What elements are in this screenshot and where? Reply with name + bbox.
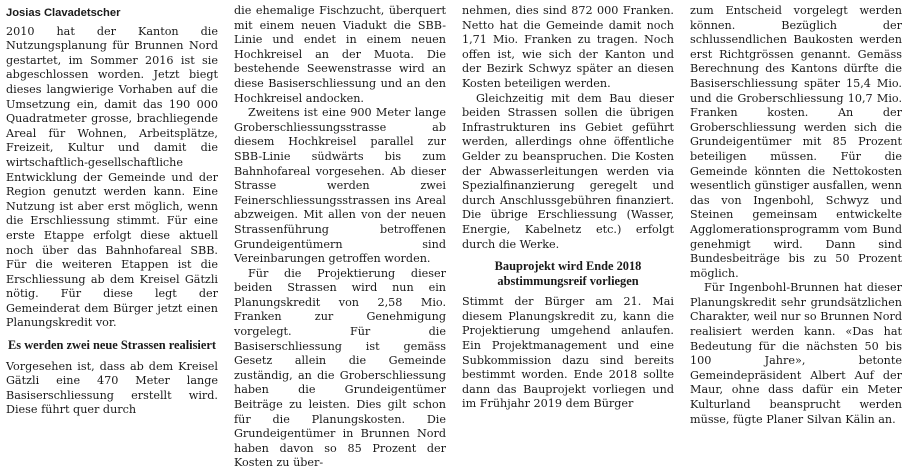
article-column-4 — [690, 4, 902, 427]
paragraph: Für Ingenbohl-Brunnen hat dieser Planungskredit sehr grundsätzlichen Charakter, weil nur so Brunnen Nord realisiert werden kann. «Das hat Bedeutung für die nächsten 50 bis 100 Jahre», betonte Gemeindepräsident Albert Auf der Maur, ohne dass dafür ein Meter Kulturland beansprucht werden müsse, fügte Planer Silvan Kälin an. — [690, 281, 902, 426]
article-column-3 — [462, 4, 674, 412]
section-subheading: Es werden zwei neue Strassen realisiert — [8, 338, 216, 353]
paragraph: zum Entscheid vorgelegt werden können. Bezüglich der schlussendlichen Baukosten werden erst Richtgrössen genannt. Gemäss Berechnung des Kantons dürfte die Basiserschliessung später 15,4 Mio. und die Groberschliessung 10,7 Mio. Franken kosten. An der Groberschliessung werden sich die Grundeigentümer mit 85 Prozent beteiligen müssen. Für die Gemeinde könnten die Nettokosten wesentlich günstiger ausfallen, wenn das von Ingenbohl, Schwyz und Steinen gemeinsam entwickelte Agglomerationsprogramm vom Bund genehmigt wird. Dann sind Bundesbeiträge bis zu 50 Prozent möglich. — [690, 4, 902, 280]
paragraph: Stimmt der Bürger am 21. Mai diesem Planungskredit zu, kann die Projektierung umgehend anlaufen. Ein Projektmanagement und eine Subkommission dazu sind bereits bestimmt worden. Ende 2018 sollte dann das Bauprojekt vorliegen und im Frühjahr 2019 dem Bürger — [462, 295, 674, 411]
paragraph: Vorgesehen ist, dass ab dem Kreisel Gätzli eine 470 Meter lange Basiserschliessung erstellt wird. Diese führt quer durch — [6, 359, 218, 417]
article-column-2 — [234, 4, 446, 471]
paragraph: die ehemalige Fischzucht, überquert mit einem neuen Viadukt die SBB-Linie und endet in einem neuen Hochkreisel an der Muota. Die bestehende Seewenstrasse wird an diese Basiserschliessung und an den Hochkreisel andocken. — [234, 4, 446, 105]
paragraph: Zweitens ist eine 900 Meter lange Groberschliessungsstrasse ab diesem Hochkreisel parallel zur SBB-Linie südwärts bis zum Bahnhofareal vorgesehen. Ab dieser Strasse werden zwei Feinerschliessungsstrassen ins Areal abzweigen. Mit allen von der neuen Strassenführung betroffenen Grundeigentümern sind Vereinbarungen getroffen worden. — [234, 106, 446, 266]
paragraph: Gleichzeitig mit dem Bau dieser beiden Strassen sollen die übrigen Infrastrukturen ins Gebiet geführt werden, allerdings ohne öffentliche Gelder zu beanspruchen. Die Kosten der Abwasserleitungen werden via Spezialfinanzierung geregelt und durch Anschlussgebühren finanziert. Die übrige Erschliessung (Wasser, Energie, Kabelnetz etc.) erfolgt durch die Werke. — [462, 91, 674, 251]
author-byline: Josias Clavadetscher — [6, 7, 121, 19]
paragraph: 2010 hat der Kanton die Nutzungsplanung für Brunnen Nord gestartet, im Sommer 2016 ist sie abgeschlossen worden. Jetzt biegt dieses langwierige Vorhaben auf die Umsetzung ein, damit das 190 000 Quadratmeter grosse, brachliegende Areal für Wohnen, Arbeitsplätze, Freizeit, Kultur und damit die wirtschaftlich-gesellschaftliche Entwicklung der Gemeinde und der Region genutzt werden kann. Eine Nutzung ist aber erst möglich, wenn die Erschliessung stimmt. Für eine erste Etappe erfolgt diese aktuell noch über das Bahnhofareal SBB. Für die weiteren Etappen ist die Erschliessung ab dem Kreisel Gätzli nötig. Für diese legt der Gemeinderat dem Bürger jetzt einen Planungskredit vor. — [6, 24, 218, 330]
paragraph: nehmen, dies sind 872 000 Franken. Netto hat die Gemeinde damit noch 1,71 Mio. Franken zu tragen. Noch offen ist, wie sich der Kanton und der Bezirk Schwyz später an diesen Kosten beteiligen werden. — [462, 4, 674, 90]
article-column-1 — [6, 0, 218, 418]
paragraph: Für die Projektierung dieser beiden Strassen wird nun ein Planungskredit von 2,58 Mio. Franken zur Genehmigung vorgelegt. Für die Basiserschliessung ist gemäss Gesetz allein die Gemeinde zuständig, an die Groberschliessung haben die Grundeigentümer Beiträge zu leisten. Dies gilt schon für die Planungskosten. Die Grundeigentümer in Brunnen Nord haben davon so 85 Prozent der Kosten zu über- — [234, 266, 446, 470]
section-subheading: Bauprojekt wird Ende 2018 abstimmungsreif vorliegen — [494, 259, 642, 288]
